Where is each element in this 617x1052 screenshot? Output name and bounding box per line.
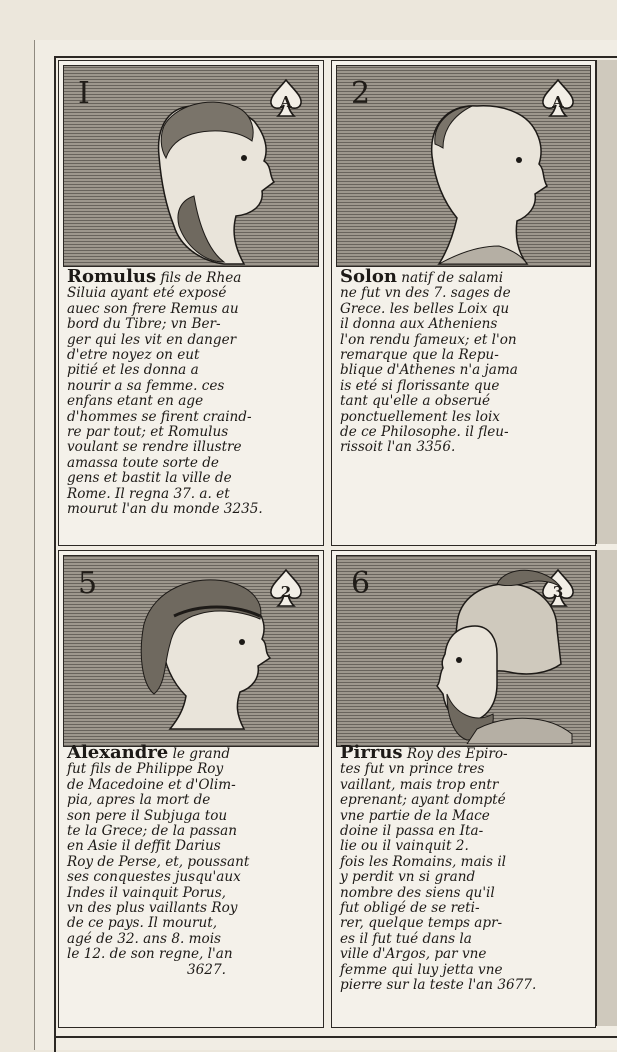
suit-rank: 2 — [280, 583, 292, 601]
card-number: I — [78, 76, 90, 111]
text-line: eprenant; ayant dompté — [340, 792, 506, 809]
portrait-panel — [63, 65, 319, 267]
text-line: ses conquestes jusqu'aux — [67, 869, 241, 886]
text-line: fut fils de Philippe Roy — [67, 761, 224, 778]
text-line: rer, quelque temps apr- — [340, 915, 503, 932]
bearded-laureate-head-icon — [104, 86, 294, 266]
philosopher-head-icon — [377, 86, 567, 266]
text-line: Rome. Il regna 37. a. et — [67, 485, 230, 502]
text-line: tant qu'elle a obserué — [340, 393, 491, 410]
adjacent-card-edge — [596, 60, 617, 544]
text-line: re par tout; et Romulus — [67, 424, 229, 441]
text-line: ne fut vn des 7. sages de — [340, 285, 511, 302]
text-line: Roy de Perse, et, poussant — [67, 853, 250, 870]
text-line: vaillant, mais trop entr — [340, 776, 499, 793]
card-description — [67, 266, 317, 518]
text-line: vne partie de la Mace — [340, 807, 490, 824]
diademed-head-icon — [104, 564, 294, 744]
text-line: le grand — [168, 746, 231, 762]
text-line: auec son frere Remus au — [67, 300, 239, 317]
text-line: nourir a sa femme. ces — [67, 377, 225, 394]
card-romulus — [58, 60, 324, 546]
suit-rank: A — [280, 93, 292, 111]
text-line: remarque que la Repu- — [340, 347, 499, 364]
text-line: son pere il Subjuga tou — [67, 807, 228, 824]
text-line: rissoit l'an 3356. — [340, 439, 456, 456]
text-line: Roy des Epiro- — [402, 746, 508, 762]
text-line: lie ou il vainquit 2. — [340, 838, 469, 855]
text-line: bord du Tibre; vn Ber- — [67, 316, 221, 333]
card-description — [340, 742, 589, 994]
card-alexandre — [58, 550, 324, 1028]
text-line: Siluia ayant eté exposé — [67, 285, 227, 302]
text-line: de ce pays. Il mourut, — [67, 915, 218, 932]
text-line: fut obligé de se reti- — [340, 900, 480, 917]
text-line: enfans etant en age — [67, 393, 204, 410]
text-line: pitié et les donna a — [67, 362, 199, 379]
text-line: fois les Romains, mais il — [340, 853, 507, 870]
text-line: pierre sur la teste l'an 3677. — [340, 977, 537, 994]
helmeted-warrior-head-icon — [397, 564, 587, 744]
adjacent-card-edge — [596, 550, 617, 1026]
text-line: te la Grece; de la passan — [67, 823, 238, 840]
text-line: natif de salami — [396, 270, 504, 286]
text-line: ville d'Argos, par vne — [340, 946, 487, 963]
grid-divider — [54, 1036, 617, 1038]
card-number: 5 — [78, 566, 98, 601]
text-line: Indes il vainquit Porus, — [67, 884, 226, 901]
text-line: Grece. les belles Loix qu — [340, 300, 510, 317]
text-line: l'on rendu fameux; et l'on — [340, 331, 517, 348]
card-name: Solon — [340, 266, 397, 287]
card-number: 2 — [351, 76, 371, 111]
text-line: d'etre noyez on eut — [67, 347, 200, 364]
text-line: y perdit vn si grand — [340, 869, 476, 886]
suit-rank: 3 — [552, 583, 564, 601]
text-line: agé de 32. ans 8. mois — [67, 930, 222, 947]
text-line: fils de Rhea — [156, 270, 242, 286]
text-line: es il fut tué dans la — [340, 930, 472, 947]
text-line: il donna aux Atheniens — [340, 316, 498, 333]
card-name: Pirrus — [340, 742, 403, 763]
card-name: Alexandre — [67, 742, 169, 763]
text-line: gens et bastit la ville de — [67, 470, 232, 487]
text-line: d'hommes se firent craind- — [67, 408, 252, 425]
text-line: tes fut vn prince tres — [340, 761, 485, 778]
suit-rank: A — [552, 93, 564, 111]
text-line: pia, apres la mort de — [67, 792, 211, 809]
text-line: amassa toute sorte de — [67, 454, 219, 471]
text-line: 3627. — [187, 961, 226, 978]
text-line: blique d'Athenes n'a jama — [340, 362, 518, 379]
text-line: le 12. de son regne, l'an — [67, 946, 233, 963]
text-line: ponctuellement les loix — [340, 408, 500, 425]
text-line: mourut l'an du monde 3235. — [67, 501, 263, 518]
text-line: voulant se rendre illustre — [67, 439, 242, 456]
text-line: en Asie il deffit Darius — [67, 838, 221, 855]
text-line: doine il passa en Ita- — [340, 823, 484, 840]
portrait-panel — [63, 555, 319, 747]
text-line: is eté si florissante que — [340, 377, 500, 394]
portrait-panel — [336, 555, 591, 747]
card-solon — [331, 60, 596, 546]
card-name: Romulus — [67, 266, 157, 287]
text-line: femme qui luy jetta vne — [340, 961, 503, 978]
text-line: vn des plus vaillants Roy — [67, 900, 238, 917]
text-line: de Macedoine et d'Olim- — [67, 776, 236, 793]
card-pirrus — [331, 550, 596, 1028]
text-line: de ce Philosophe. il fleu- — [340, 424, 509, 441]
portrait-panel — [336, 65, 591, 267]
text-line: nombre des siens qu'il — [340, 884, 495, 901]
card-description — [340, 266, 589, 456]
card-number: 6 — [351, 566, 371, 601]
card-description — [67, 742, 317, 978]
text-line: ger qui les vit en danger — [67, 331, 237, 348]
